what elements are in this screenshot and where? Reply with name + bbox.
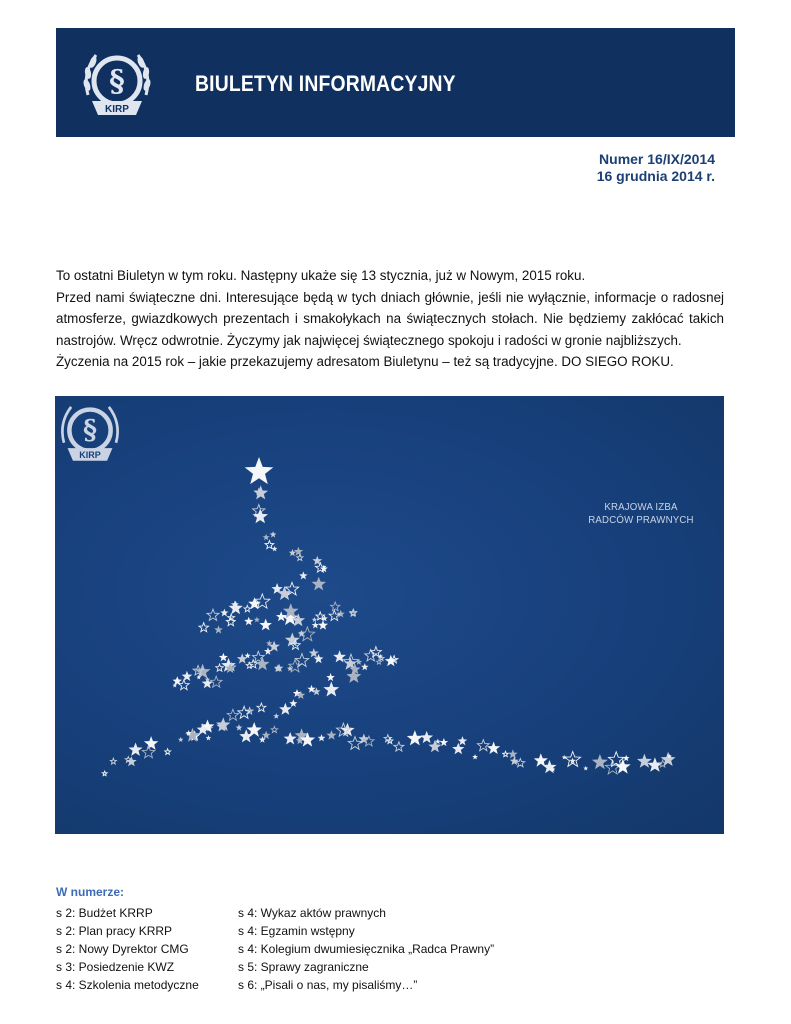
star-icon [329, 610, 340, 620]
star-christmas-tree-icon [55, 396, 724, 834]
star-icon [297, 555, 303, 561]
star-icon [323, 682, 339, 697]
star-icon [407, 730, 423, 745]
star-icon [144, 736, 158, 750]
kirp-logo-icon [78, 43, 156, 123]
star-icon [326, 730, 336, 740]
logo-text: KIRP [105, 104, 129, 115]
issue-info [597, 151, 715, 185]
star-icon [452, 743, 464, 755]
toc-item[interactable]: s 4: Wykaz aktów prawnych [238, 906, 386, 920]
star-icon [102, 771, 107, 776]
star-icon [583, 766, 588, 771]
star-icon [254, 617, 260, 623]
org-line: KRAJOWA IZBA [604, 501, 678, 513]
star-icon [472, 754, 478, 760]
star-icon [309, 648, 319, 657]
holiday-card [55, 396, 724, 834]
star-icon [272, 546, 278, 551]
star-icon [219, 653, 228, 662]
star-icon [244, 617, 253, 626]
star-icon [236, 724, 243, 731]
star-icon [508, 749, 518, 758]
card-logo-text: KIRP [79, 450, 101, 461]
toc-item[interactable]: s 2: Plan pracy KRRP [56, 924, 173, 938]
star-icon [270, 531, 277, 537]
star-icon [348, 737, 361, 750]
star-icon [420, 731, 433, 743]
star-icon [256, 657, 270, 670]
star-icon [210, 676, 222, 687]
star-icon [253, 485, 268, 499]
header-banner [56, 28, 735, 137]
star-icon [245, 457, 274, 484]
star-icon [312, 617, 317, 622]
star-icon [312, 577, 327, 591]
star-icon [331, 602, 340, 611]
star-icon [289, 699, 297, 707]
star-icon [503, 751, 509, 756]
star-icon [227, 709, 239, 720]
intro-text [56, 265, 724, 373]
star-icon [273, 713, 279, 719]
star-icon [199, 623, 209, 632]
star-icon [229, 601, 243, 615]
star-icon [173, 676, 183, 685]
star-icon [165, 749, 171, 755]
star-icon [615, 759, 631, 774]
star-icon [262, 731, 271, 739]
issue-date: 16 grudnia 2014 r. [596, 168, 715, 184]
star-icon [238, 706, 251, 718]
star-icon [318, 620, 328, 630]
organization-name [582, 501, 700, 527]
star-icon [129, 743, 143, 756]
star-icon [661, 752, 676, 766]
star-icon [220, 609, 228, 617]
star-icon [216, 664, 224, 671]
star-icon [318, 734, 326, 741]
star-icon [264, 647, 272, 655]
star-icon [110, 758, 116, 764]
star-icon [592, 754, 608, 769]
star-icon [271, 727, 277, 733]
star-icon [178, 737, 183, 742]
org-line: RADCÓW PRAWNYCH [588, 514, 694, 526]
toc-item[interactable]: s 5: Sprawy zagraniczne [238, 960, 369, 974]
star-icon [195, 664, 211, 679]
toc-item[interactable]: s 4: Szkolenia metodyczne [56, 978, 199, 992]
star-icon [179, 680, 189, 690]
star-icon [346, 669, 361, 683]
svg-text:§: § [109, 64, 125, 99]
star-icon [385, 655, 397, 666]
toc-item[interactable]: s 2: Budżet KRRP [56, 906, 153, 920]
star-icon [207, 609, 219, 620]
toc-item[interactable]: s 3: Posiedzenie KWZ [56, 960, 175, 974]
intro-paragraph: To ostatni Biuletyn w tym roku. Następny ukaże się 13 stycznia, już w Nowym, 2015 roku. [56, 268, 586, 283]
star-icon [477, 740, 489, 751]
intro-paragraph: Przed nami świąteczne dni. Interesujące będą w tych dniach głównie, jeśli nie wyłącznie, informacje o radosnej atmosferze, gwiazdkowych prezentach i smakołykach na świątecznych stołach. Nie będziemy zakłócać takich nastrojów. Wręcz odwrotnie. Życzymy jak najwięcej świątecznego spokoju i radości w gronie najbliższych. [56, 289, 724, 348]
star-icon [394, 742, 404, 751]
toc-item[interactable]: s 4: Kolegium dwumiesięcznika „Radca Prawny” [238, 942, 495, 956]
toc-heading: W numerze: [56, 885, 125, 899]
star-icon [361, 663, 369, 670]
kirp-card-logo-icon [55, 396, 125, 468]
star-icon [299, 571, 308, 579]
toc-item[interactable]: s 6: „Pisali o nas, my pisaliśmy…” [238, 978, 418, 992]
star-icon [312, 622, 319, 629]
star-icon [206, 735, 212, 740]
star-icon [623, 755, 630, 761]
star-icon [214, 625, 223, 633]
toc-item[interactable]: s 4: Egzamin wstępny [238, 924, 355, 938]
toc-column-left [56, 904, 199, 994]
star-icon [326, 673, 335, 681]
star-icon [637, 754, 652, 768]
star-icon [244, 605, 251, 611]
star-icon [294, 547, 304, 556]
bulletin-title: BIULETYN INFORMACYJNY [195, 71, 456, 96]
star-icon [534, 753, 548, 766]
issue-number: Numer 16/IX/2014 [599, 151, 715, 167]
toc-column-right [238, 904, 494, 994]
toc-item[interactable]: s 2: Nowy Dyrektor CMG [56, 942, 189, 956]
star-icon [510, 756, 519, 765]
star-icon [263, 534, 270, 541]
star-icon [279, 703, 292, 715]
intro-paragraph: Życzenia na 2015 rok – jakie przekazujemy adresatom Biuletynu – też są tradycyjne. DO SIEGO ROKU. [56, 354, 674, 369]
svg-text:§: § [82, 415, 98, 447]
star-icon [458, 736, 468, 745]
star-icon [371, 647, 382, 657]
star-icon [284, 732, 297, 745]
star-icon [257, 703, 266, 711]
star-icon [182, 671, 193, 681]
star-icon [428, 740, 441, 752]
star-icon [259, 619, 272, 631]
star-icon [265, 541, 274, 549]
